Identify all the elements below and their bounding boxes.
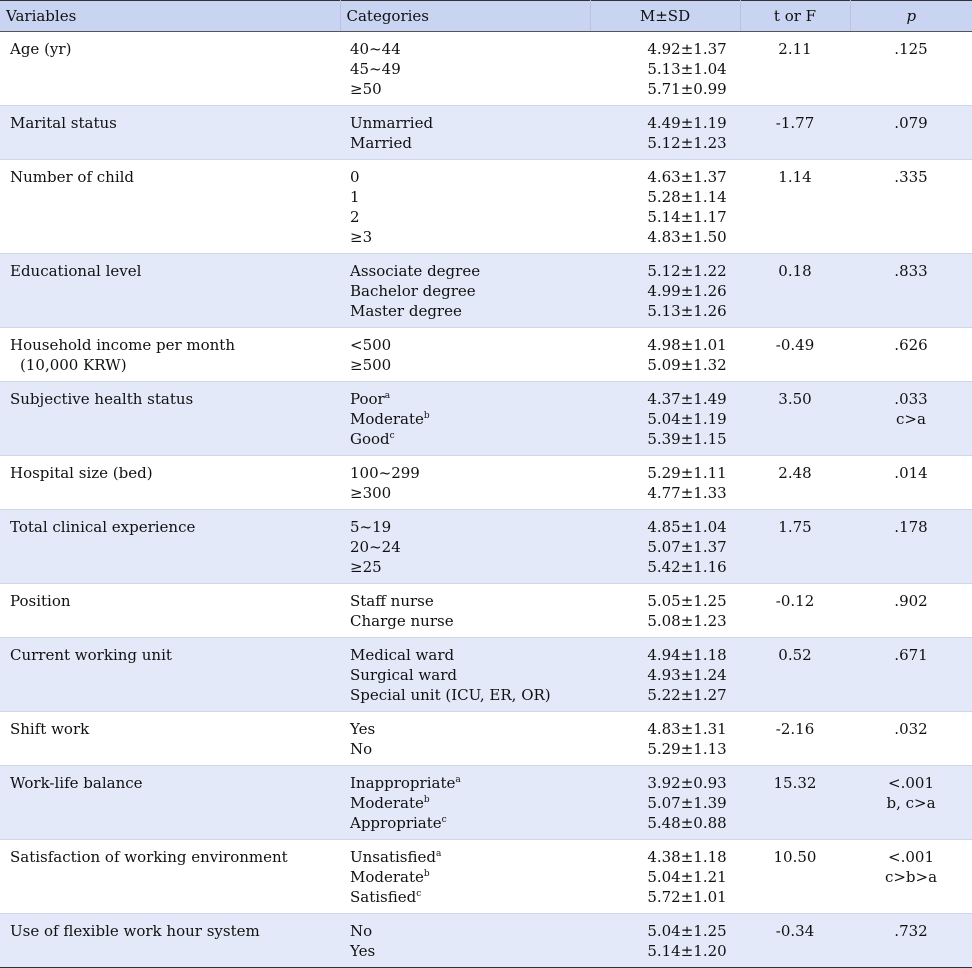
category-item <box>350 591 584 611</box>
variable-cell <box>0 106 340 160</box>
msd-cell <box>590 32 740 106</box>
t-or-f-value: 2.11 <box>778 40 812 58</box>
msd-value: 4.83±1.31 <box>647 720 727 738</box>
msd-cell <box>590 160 740 254</box>
p-value: .626 <box>894 336 928 354</box>
category-item <box>350 719 584 739</box>
variable-label: Household income per month <box>10 336 235 354</box>
category-label: 0 <box>350 168 360 186</box>
category-label: 40~44 <box>350 40 401 58</box>
msd-value: 5.72±1.01 <box>647 888 727 906</box>
categories-cell <box>340 766 590 840</box>
category-item <box>350 39 584 59</box>
msd-cell <box>590 840 740 914</box>
category-item <box>350 133 584 153</box>
category-label: Special unit (ICU, ER, OR) <box>350 686 551 704</box>
p-value: .178 <box>894 518 928 536</box>
table-row <box>0 160 972 254</box>
category-item <box>350 941 584 961</box>
category-item <box>350 429 584 449</box>
category-item <box>350 207 584 227</box>
categories-cell <box>340 510 590 584</box>
variable-label: Educational level <box>10 262 142 280</box>
table-row <box>0 106 972 160</box>
msd-value: 5.07±1.37 <box>647 538 727 556</box>
t-or-f-value: 1.14 <box>778 168 812 186</box>
t-or-f-value: -2.16 <box>775 720 815 738</box>
msd-value: 5.22±1.27 <box>647 686 727 704</box>
msd-cell <box>590 382 740 456</box>
msd-value: 5.07±1.39 <box>647 794 727 812</box>
table-row <box>0 638 972 712</box>
p-cell <box>850 840 972 914</box>
variable-label: Position <box>10 592 71 610</box>
variable-cell <box>0 32 340 106</box>
post-hoc-result: b, c>a <box>886 794 936 812</box>
variable-label: Use of flexible work hour system <box>10 922 260 940</box>
t-or-f-value: -0.34 <box>775 922 815 940</box>
msd-value: 5.08±1.23 <box>647 612 727 630</box>
categories-cell <box>340 914 590 968</box>
msd-cell <box>590 766 740 840</box>
category-item <box>350 167 584 187</box>
category-superscript: a <box>455 775 461 785</box>
category-label: Appropriate <box>350 814 442 832</box>
category-item <box>350 113 584 133</box>
variable-label: Current working unit <box>10 646 172 664</box>
msd-value: 4.85±1.04 <box>647 518 727 536</box>
categories-cell <box>340 456 590 510</box>
category-item <box>350 517 584 537</box>
category-label: <500 <box>350 336 392 354</box>
msd-value: 3.92±0.93 <box>647 774 727 792</box>
category-label: Medical ward <box>350 646 455 664</box>
p-cell <box>850 584 972 638</box>
variable-cell <box>0 766 340 840</box>
categories-cell <box>340 328 590 382</box>
msd-cell <box>590 638 740 712</box>
header-row <box>0 1 972 32</box>
variable-label: Hospital size (bed) <box>10 464 153 482</box>
category-label: 100~299 <box>350 464 420 482</box>
post-hoc-result: c>b>a <box>884 868 938 886</box>
categories-cell <box>340 160 590 254</box>
msd-cell <box>590 254 740 328</box>
header-categories: Categories <box>340 1 590 32</box>
category-label: 5~19 <box>350 518 392 536</box>
p-value: .032 <box>894 720 928 738</box>
msd-value: 5.12±1.22 <box>647 262 727 280</box>
msd-value: 5.42±1.16 <box>647 558 727 576</box>
msd-value: 4.83±1.50 <box>647 228 727 246</box>
p-value: .079 <box>894 114 928 132</box>
category-item <box>350 79 584 99</box>
table-row <box>0 510 972 584</box>
p-cell <box>850 712 972 766</box>
category-label: No <box>350 922 373 940</box>
table-row <box>0 254 972 328</box>
category-item <box>350 301 584 321</box>
categories-cell <box>340 638 590 712</box>
t-or-f-value: 3.50 <box>778 390 812 408</box>
category-item <box>350 483 584 503</box>
variable-cell <box>0 712 340 766</box>
table-body <box>0 32 972 968</box>
msd-value: 4.99±1.26 <box>647 282 727 300</box>
t-or-f-value: 10.50 <box>773 848 817 866</box>
variable-cell <box>0 638 340 712</box>
category-superscript: c <box>389 431 395 441</box>
p-value: <.001 <box>888 848 934 866</box>
variable-label: Number of child <box>10 168 135 186</box>
category-label: Unsatisfied <box>350 848 436 866</box>
table-row <box>0 32 972 106</box>
p-cell <box>850 766 972 840</box>
table-row <box>0 382 972 456</box>
table-row <box>0 584 972 638</box>
variable-label: Work-life balance <box>10 774 143 792</box>
variable-cell <box>0 328 340 382</box>
p-value: .335 <box>894 168 928 186</box>
category-superscript: c <box>441 815 447 825</box>
category-label: Yes <box>350 720 376 738</box>
msd-value: 4.38±1.18 <box>647 848 727 866</box>
header-t-or-f: t or F <box>740 1 850 32</box>
categories-cell <box>340 712 590 766</box>
category-label: 1 <box>350 188 360 206</box>
categories-cell <box>340 584 590 638</box>
p-value: .033 <box>894 390 928 408</box>
msd-value: 4.63±1.37 <box>647 168 727 186</box>
variable-cell <box>0 840 340 914</box>
category-label: Poor <box>350 390 385 408</box>
msd-value: 4.77±1.33 <box>647 484 727 502</box>
variable-cell <box>0 382 340 456</box>
msd-cell <box>590 456 740 510</box>
header-p: p <box>850 1 972 32</box>
variable-label: Marital status <box>10 114 117 132</box>
category-superscript: b <box>423 795 430 805</box>
variable-cell <box>0 160 340 254</box>
category-label: Moderate <box>350 410 424 428</box>
category-label: Staff nurse <box>350 592 434 610</box>
msd-cell <box>590 106 740 160</box>
t-or-f-value: 0.52 <box>778 646 812 664</box>
p-cell <box>850 328 972 382</box>
category-label: ≥25 <box>350 558 382 576</box>
category-item <box>350 611 584 631</box>
variable-cell <box>0 584 340 638</box>
header-variables: Variables <box>0 1 340 32</box>
t-or-f-value: 2.48 <box>778 464 812 482</box>
category-item <box>350 813 584 833</box>
variable-label: Shift work <box>10 720 90 738</box>
p-value: .671 <box>894 646 928 664</box>
msd-cell <box>590 584 740 638</box>
category-item <box>350 847 584 867</box>
msd-value: 5.14±1.20 <box>647 942 727 960</box>
category-item <box>350 557 584 577</box>
category-label: Associate degree <box>350 262 481 280</box>
category-item <box>350 645 584 665</box>
msd-value: 5.71±0.99 <box>647 80 727 98</box>
header-msd: M±SD <box>590 1 740 32</box>
category-item <box>350 463 584 483</box>
t-or-f-value: -0.12 <box>775 592 815 610</box>
category-superscript: a <box>384 391 391 401</box>
category-item <box>350 261 584 281</box>
table-row <box>0 914 972 968</box>
msd-value: 5.39±1.15 <box>647 430 727 448</box>
variable-cell <box>0 510 340 584</box>
category-label: ≥50 <box>350 80 382 98</box>
p-value: .833 <box>894 262 928 280</box>
category-item <box>350 537 584 557</box>
variable-label: Total clinical experience <box>10 518 196 536</box>
msd-value: 5.09±1.32 <box>647 356 727 374</box>
categories-cell <box>340 106 590 160</box>
category-label: Moderate <box>350 868 424 886</box>
categories-cell <box>340 382 590 456</box>
category-superscript: c <box>416 889 422 899</box>
categories-cell <box>340 254 590 328</box>
p-value: .902 <box>894 592 928 610</box>
category-item <box>350 409 584 429</box>
msd-cell <box>590 914 740 968</box>
category-label: Yes <box>350 942 376 960</box>
category-item <box>350 355 584 375</box>
variable-cell <box>0 456 340 510</box>
categories-cell <box>340 840 590 914</box>
variable-label: Satisfaction of working environment <box>10 848 288 866</box>
category-superscript: a <box>435 849 442 859</box>
t-or-f-value: 1.75 <box>778 518 812 536</box>
category-label: Satisfied <box>350 888 417 906</box>
category-superscript: b <box>423 411 430 421</box>
msd-value: 4.92±1.37 <box>647 40 727 58</box>
p-cell <box>850 254 972 328</box>
t-or-f-value: 0.18 <box>778 262 812 280</box>
p-cell <box>850 160 972 254</box>
msd-value: 4.94±1.18 <box>647 646 727 664</box>
p-cell <box>850 914 972 968</box>
t-or-f-value: -0.49 <box>775 336 815 354</box>
msd-value: 5.04±1.25 <box>647 922 727 940</box>
category-label: ≥3 <box>350 228 373 246</box>
category-item <box>350 739 584 759</box>
variable-sublabel: (10,000 KRW) <box>20 356 127 374</box>
category-label: Unmarried <box>350 114 434 132</box>
msd-cell <box>590 712 740 766</box>
table-row <box>0 840 972 914</box>
variable-label: Age (yr) <box>10 40 72 58</box>
msd-value: 5.28±1.14 <box>647 188 727 206</box>
msd-cell <box>590 510 740 584</box>
p-cell <box>850 382 972 456</box>
msd-value: 5.13±1.26 <box>647 302 727 320</box>
t-or-f-value: 15.32 <box>773 774 817 792</box>
variable-cell <box>0 914 340 968</box>
category-item <box>350 59 584 79</box>
p-cell <box>850 32 972 106</box>
p-cell <box>850 456 972 510</box>
category-label: No <box>350 740 373 758</box>
category-item <box>350 227 584 247</box>
table-row <box>0 766 972 840</box>
category-item <box>350 187 584 207</box>
category-item <box>350 665 584 685</box>
category-label: 45~49 <box>350 60 401 78</box>
p-value: <.001 <box>888 774 934 792</box>
category-label: Bachelor degree <box>350 282 476 300</box>
msd-value: 5.05±1.25 <box>647 592 727 610</box>
table-row <box>0 712 972 766</box>
variable-cell <box>0 254 340 328</box>
p-cell <box>850 106 972 160</box>
msd-value: 5.29±1.13 <box>647 740 727 758</box>
msd-value: 5.29±1.11 <box>647 464 727 482</box>
category-label: Surgical ward <box>350 666 457 684</box>
category-label: 2 <box>350 208 360 226</box>
msd-value: 4.93±1.24 <box>647 666 727 684</box>
category-item <box>350 335 584 355</box>
msd-value: 5.13±1.04 <box>647 60 727 78</box>
p-cell <box>850 510 972 584</box>
category-label: ≥500 <box>350 356 392 374</box>
msd-value: 5.14±1.17 <box>647 208 727 226</box>
category-label: 20~24 <box>350 538 401 556</box>
msd-value: 5.04±1.19 <box>647 410 727 428</box>
category-label: Good <box>350 430 390 448</box>
category-item <box>350 773 584 793</box>
category-label: Inappropriate <box>350 774 456 792</box>
category-label: Moderate <box>350 794 424 812</box>
msd-cell <box>590 328 740 382</box>
category-item <box>350 281 584 301</box>
category-item <box>350 887 584 907</box>
post-hoc-result: c>a <box>896 410 926 428</box>
msd-value: 5.48±0.88 <box>647 814 727 832</box>
p-value: .732 <box>894 922 928 940</box>
p-value: .125 <box>894 40 928 58</box>
msd-value: 5.12±1.23 <box>647 134 727 152</box>
category-item <box>350 867 584 887</box>
msd-value: 4.37±1.49 <box>647 390 727 408</box>
msd-value: 4.98±1.01 <box>647 336 727 354</box>
msd-value: 4.49±1.19 <box>647 114 727 132</box>
msd-value: 5.04±1.21 <box>647 868 727 886</box>
categories-cell <box>340 32 590 106</box>
category-item <box>350 685 584 705</box>
variable-label: Subjective health status <box>10 390 194 408</box>
p-value: .014 <box>894 464 928 482</box>
category-label: ≥300 <box>350 484 392 502</box>
category-item <box>350 389 584 409</box>
category-label: Married <box>350 134 412 152</box>
category-superscript: b <box>423 869 430 879</box>
table-row <box>0 328 972 382</box>
category-label: Master degree <box>350 302 462 320</box>
category-label: Charge nurse <box>350 612 454 630</box>
category-item <box>350 921 584 941</box>
table-row <box>0 456 972 510</box>
t-or-f-value: -1.77 <box>775 114 815 132</box>
category-item <box>350 793 584 813</box>
p-cell <box>850 638 972 712</box>
